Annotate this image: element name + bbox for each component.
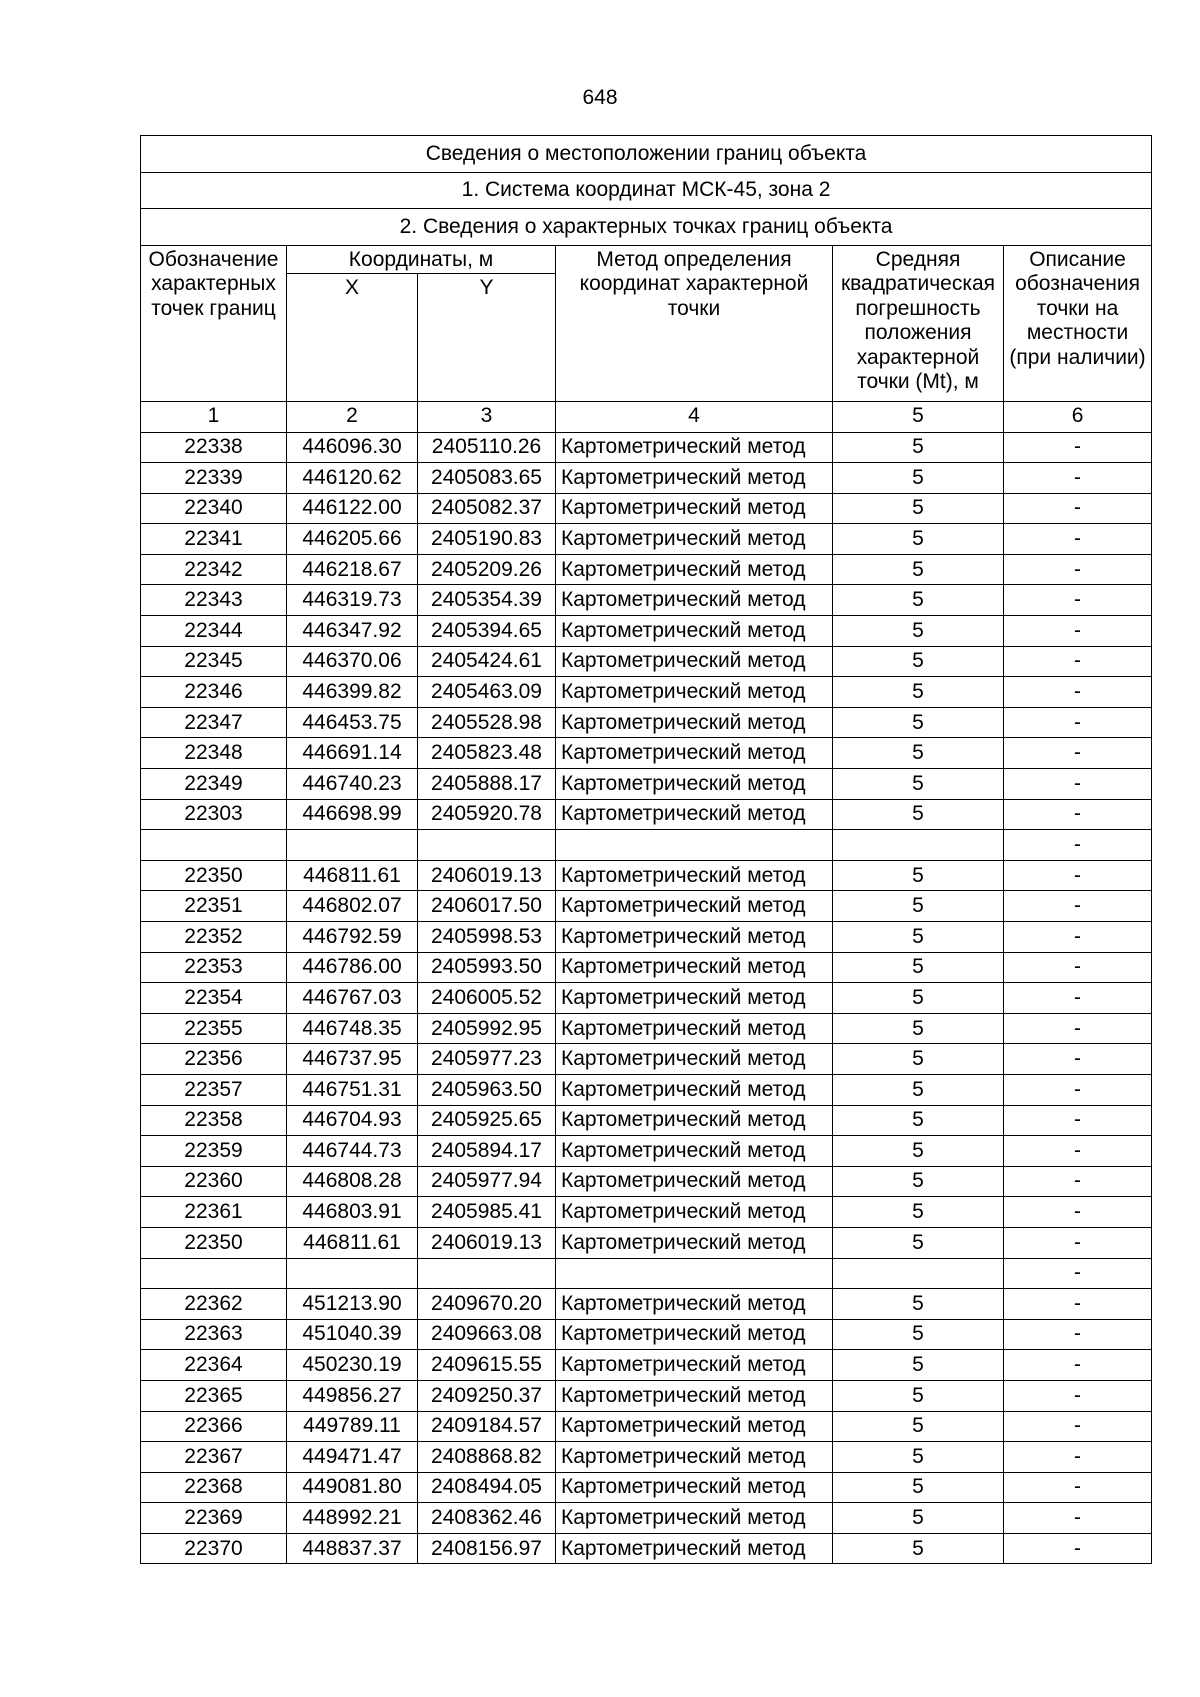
error-cell: 5	[833, 983, 1004, 1014]
table-row	[141, 493, 1152, 524]
table-row	[141, 1380, 1152, 1411]
header-row	[141, 245, 1152, 273]
description-cell: -	[1004, 1380, 1152, 1411]
y-coordinate-cell: 2405082.37	[418, 493, 556, 524]
point-id-cell: 22351	[141, 891, 287, 922]
x-coordinate-cell: 446205.66	[287, 524, 418, 555]
point-id-cell: 22348	[141, 738, 287, 769]
table-row	[141, 1074, 1152, 1105]
point-id-cell: 22349	[141, 769, 287, 800]
table-row	[141, 983, 1152, 1014]
header-description: Описание обозначения точки на местности (при наличии)	[1004, 245, 1152, 401]
x-coordinate-cell: 449081.80	[287, 1472, 418, 1503]
y-coordinate-cell: 2408362.46	[418, 1503, 556, 1534]
method-cell: Картометрический метод	[556, 1350, 833, 1381]
method-cell: Картометрический метод	[556, 616, 833, 647]
description-cell: -	[1004, 616, 1152, 647]
x-coordinate-cell: 446120.62	[287, 463, 418, 494]
x-coordinate-cell: 451040.39	[287, 1319, 418, 1350]
x-coordinate-cell: 448992.21	[287, 1503, 418, 1534]
x-coordinate-cell: 449856.27	[287, 1380, 418, 1411]
y-coordinate-cell: 2405394.65	[418, 616, 556, 647]
method-cell: Картометрический метод	[556, 1442, 833, 1473]
method-cell: Картометрический метод	[556, 677, 833, 708]
table-row	[141, 554, 1152, 585]
method-cell: Картометрический метод	[556, 585, 833, 616]
table-row	[141, 432, 1152, 463]
x-coordinate-cell	[287, 830, 418, 861]
header-coordinates: Координаты, м	[287, 245, 556, 273]
point-id-cell: 22346	[141, 677, 287, 708]
method-cell: Картометрический метод	[556, 1533, 833, 1564]
y-coordinate-cell: 2405888.17	[418, 769, 556, 800]
header-point: Обозначение характерных точек границ	[141, 245, 287, 401]
x-coordinate-cell: 449471.47	[287, 1442, 418, 1473]
table-title: Сведения о местоположении границ объекта	[141, 136, 1152, 173]
x-coordinate-cell	[287, 1258, 418, 1289]
point-id-cell: 22368	[141, 1472, 287, 1503]
description-cell: -	[1004, 1013, 1152, 1044]
method-cell: Картометрический метод	[556, 799, 833, 830]
column-number: 5	[833, 401, 1004, 432]
error-cell: 5	[833, 1044, 1004, 1075]
method-cell	[556, 1258, 833, 1289]
description-cell: -	[1004, 1197, 1152, 1228]
point-id-cell: 22363	[141, 1319, 287, 1350]
coordinate-system: 1. Система координат МСК-45, зона 2	[141, 172, 1152, 209]
description-cell: -	[1004, 952, 1152, 983]
table-row	[141, 1197, 1152, 1228]
description-cell: -	[1004, 922, 1152, 953]
table-row	[141, 646, 1152, 677]
y-coordinate-cell: 2405110.26	[418, 432, 556, 463]
table-row	[141, 1105, 1152, 1136]
y-coordinate-cell: 2408494.05	[418, 1472, 556, 1503]
method-cell: Картометрический метод	[556, 1380, 833, 1411]
x-coordinate-cell: 446319.73	[287, 585, 418, 616]
point-id-cell	[141, 1258, 287, 1289]
point-id-cell: 22352	[141, 922, 287, 953]
table-row	[141, 1442, 1152, 1473]
y-coordinate-cell: 2405894.17	[418, 1136, 556, 1167]
error-cell: 5	[833, 922, 1004, 953]
y-coordinate-cell: 2405463.09	[418, 677, 556, 708]
y-coordinate-cell	[418, 830, 556, 861]
error-cell: 5	[833, 1105, 1004, 1136]
error-cell: 5	[833, 1503, 1004, 1534]
point-id-cell: 22360	[141, 1166, 287, 1197]
error-cell: 5	[833, 524, 1004, 555]
y-coordinate-cell: 2406005.52	[418, 983, 556, 1014]
method-cell: Картометрический метод	[556, 646, 833, 677]
point-id-cell: 22355	[141, 1013, 287, 1044]
boundary-points-table	[140, 135, 1152, 1564]
y-coordinate-cell: 2405528.98	[418, 707, 556, 738]
table-row	[141, 860, 1152, 891]
point-id-cell: 22362	[141, 1289, 287, 1320]
point-id-cell: 22343	[141, 585, 287, 616]
x-coordinate-cell: 446748.35	[287, 1013, 418, 1044]
point-id-cell: 22342	[141, 554, 287, 585]
y-coordinate-cell: 2406017.50	[418, 891, 556, 922]
y-coordinate-cell: 2405190.83	[418, 524, 556, 555]
x-coordinate-cell: 446122.00	[287, 493, 418, 524]
column-number: 2	[287, 401, 418, 432]
error-cell: 5	[833, 769, 1004, 800]
point-id-cell: 22359	[141, 1136, 287, 1167]
point-id-cell: 22357	[141, 1074, 287, 1105]
x-coordinate-cell: 446808.28	[287, 1166, 418, 1197]
column-number: 6	[1004, 401, 1152, 432]
x-coordinate-cell: 446811.61	[287, 860, 418, 891]
page-number: 648	[582, 86, 618, 109]
error-cell: 5	[833, 1380, 1004, 1411]
description-cell: -	[1004, 1166, 1152, 1197]
method-cell: Картометрический метод	[556, 554, 833, 585]
header-y: Y	[418, 273, 556, 401]
error-cell: 5	[833, 1411, 1004, 1442]
y-coordinate-cell: 2406019.13	[418, 860, 556, 891]
coordinate-system-row	[141, 172, 1152, 209]
table-row	[141, 1533, 1152, 1564]
y-coordinate-cell: 2409250.37	[418, 1380, 556, 1411]
error-cell: 5	[833, 1319, 1004, 1350]
error-cell: 5	[833, 1472, 1004, 1503]
header-error: Средняя квадратическая погрешность положения характерной точки (Mt), м	[833, 245, 1004, 401]
method-cell: Картометрический метод	[556, 1289, 833, 1320]
x-coordinate-cell: 446786.00	[287, 952, 418, 983]
point-id-cell: 22341	[141, 524, 287, 555]
error-cell: 5	[833, 1227, 1004, 1258]
table-row	[141, 1013, 1152, 1044]
y-coordinate-cell: 2409670.20	[418, 1289, 556, 1320]
method-cell: Картометрический метод	[556, 1074, 833, 1105]
y-coordinate-cell: 2405992.95	[418, 1013, 556, 1044]
y-coordinate-cell: 2405209.26	[418, 554, 556, 585]
error-cell: 5	[833, 1350, 1004, 1381]
method-cell: Картометрический метод	[556, 860, 833, 891]
y-coordinate-cell: 2405977.94	[418, 1166, 556, 1197]
error-cell: 5	[833, 952, 1004, 983]
error-cell: 5	[833, 860, 1004, 891]
method-cell: Картометрический метод	[556, 1503, 833, 1534]
x-coordinate-cell: 446691.14	[287, 738, 418, 769]
x-coordinate-cell: 446811.61	[287, 1227, 418, 1258]
description-cell: -	[1004, 677, 1152, 708]
y-coordinate-cell: 2405920.78	[418, 799, 556, 830]
method-cell: Картометрический метод	[556, 1472, 833, 1503]
error-cell	[833, 830, 1004, 861]
description-cell: -	[1004, 1350, 1152, 1381]
error-cell: 5	[833, 616, 1004, 647]
table-row	[141, 707, 1152, 738]
y-coordinate-cell: 2405963.50	[418, 1074, 556, 1105]
point-id-cell: 22340	[141, 493, 287, 524]
x-coordinate-cell: 446370.06	[287, 646, 418, 677]
description-cell: -	[1004, 1319, 1152, 1350]
table-row	[141, 1258, 1152, 1289]
x-coordinate-cell: 446744.73	[287, 1136, 418, 1167]
description-cell: -	[1004, 432, 1152, 463]
point-id-cell: 22364	[141, 1350, 287, 1381]
description-cell: -	[1004, 769, 1152, 800]
description-cell: -	[1004, 463, 1152, 494]
description-cell: -	[1004, 1411, 1152, 1442]
table-row	[141, 799, 1152, 830]
error-cell: 5	[833, 1289, 1004, 1320]
method-cell: Картометрический метод	[556, 493, 833, 524]
table-row	[141, 891, 1152, 922]
error-cell: 5	[833, 707, 1004, 738]
method-cell: Картометрический метод	[556, 922, 833, 953]
table-row	[141, 463, 1152, 494]
description-cell: -	[1004, 1227, 1152, 1258]
point-id-cell: 22339	[141, 463, 287, 494]
description-cell: -	[1004, 1503, 1152, 1534]
method-cell: Картометрический метод	[556, 1105, 833, 1136]
x-coordinate-cell: 446698.99	[287, 799, 418, 830]
y-coordinate-cell: 2405823.48	[418, 738, 556, 769]
x-coordinate-cell: 446803.91	[287, 1197, 418, 1228]
description-cell: -	[1004, 1442, 1152, 1473]
point-id-cell: 22345	[141, 646, 287, 677]
description-cell: -	[1004, 707, 1152, 738]
y-coordinate-cell: 2406019.13	[418, 1227, 556, 1258]
description-cell: -	[1004, 860, 1152, 891]
error-cell: 5	[833, 585, 1004, 616]
x-coordinate-cell: 449789.11	[287, 1411, 418, 1442]
method-cell: Картометрический метод	[556, 1166, 833, 1197]
x-coordinate-cell: 446751.31	[287, 1074, 418, 1105]
description-cell: -	[1004, 1258, 1152, 1289]
point-id-cell: 22370	[141, 1533, 287, 1564]
error-cell: 5	[833, 463, 1004, 494]
x-coordinate-cell: 446347.92	[287, 616, 418, 647]
error-cell	[833, 1258, 1004, 1289]
method-cell: Картометрический метод	[556, 983, 833, 1014]
table-row	[141, 1289, 1152, 1320]
method-cell: Картометрический метод	[556, 1136, 833, 1167]
method-cell: Картометрический метод	[556, 891, 833, 922]
error-cell: 5	[833, 799, 1004, 830]
table-row	[141, 677, 1152, 708]
error-cell: 5	[833, 646, 1004, 677]
description-cell: -	[1004, 891, 1152, 922]
error-cell: 5	[833, 1013, 1004, 1044]
y-coordinate-cell: 2405925.65	[418, 1105, 556, 1136]
method-cell: Картометрический метод	[556, 738, 833, 769]
point-id-cell	[141, 830, 287, 861]
x-coordinate-cell: 446704.93	[287, 1105, 418, 1136]
description-cell: -	[1004, 1533, 1152, 1564]
description-cell: -	[1004, 1136, 1152, 1167]
point-id-cell: 22344	[141, 616, 287, 647]
y-coordinate-cell: 2405424.61	[418, 646, 556, 677]
description-cell: -	[1004, 493, 1152, 524]
method-cell: Картометрический метод	[556, 1013, 833, 1044]
y-coordinate-cell: 2405993.50	[418, 952, 556, 983]
table-row	[141, 1472, 1152, 1503]
table-row	[141, 616, 1152, 647]
point-id-cell: 22361	[141, 1197, 287, 1228]
point-id-cell: 22347	[141, 707, 287, 738]
table-row	[141, 524, 1152, 555]
x-coordinate-cell: 446399.82	[287, 677, 418, 708]
x-coordinate-cell: 446737.95	[287, 1044, 418, 1075]
error-cell: 5	[833, 1197, 1004, 1228]
y-coordinate-cell: 2405985.41	[418, 1197, 556, 1228]
table-row	[141, 769, 1152, 800]
point-id-cell: 22358	[141, 1105, 287, 1136]
header-x: X	[287, 273, 418, 401]
method-cell: Картометрический метод	[556, 463, 833, 494]
point-id-cell: 22356	[141, 1044, 287, 1075]
point-id-cell: 22367	[141, 1442, 287, 1473]
x-coordinate-cell: 446767.03	[287, 983, 418, 1014]
method-cell: Картометрический метод	[556, 1411, 833, 1442]
error-cell: 5	[833, 1074, 1004, 1105]
table-title-row	[141, 136, 1152, 173]
point-id-cell: 22353	[141, 952, 287, 983]
x-coordinate-cell: 446096.30	[287, 432, 418, 463]
error-cell: 5	[833, 1533, 1004, 1564]
y-coordinate-cell: 2409615.55	[418, 1350, 556, 1381]
description-cell: -	[1004, 524, 1152, 555]
table-row	[141, 1411, 1152, 1442]
table-row	[141, 952, 1152, 983]
point-id-cell: 22354	[141, 983, 287, 1014]
table-row	[141, 1136, 1152, 1167]
description-cell: -	[1004, 1289, 1152, 1320]
y-coordinate-cell: 2405998.53	[418, 922, 556, 953]
point-id-cell: 22369	[141, 1503, 287, 1534]
y-coordinate-cell: 2405977.23	[418, 1044, 556, 1075]
y-coordinate-cell	[418, 1258, 556, 1289]
table-row	[141, 1350, 1152, 1381]
description-cell: -	[1004, 738, 1152, 769]
method-cell: Картометрический метод	[556, 432, 833, 463]
point-id-cell: 22350	[141, 1227, 287, 1258]
y-coordinate-cell: 2408868.82	[418, 1442, 556, 1473]
points-section-title: 2. Сведения о характерных точках границ объекта	[141, 209, 1152, 246]
description-cell: -	[1004, 1105, 1152, 1136]
x-coordinate-cell: 446792.59	[287, 922, 418, 953]
method-cell: Картометрический метод	[556, 524, 833, 555]
point-id-cell: 22350	[141, 860, 287, 891]
table-row	[141, 1044, 1152, 1075]
method-cell	[556, 830, 833, 861]
description-cell: -	[1004, 585, 1152, 616]
y-coordinate-cell: 2409663.08	[418, 1319, 556, 1350]
error-cell: 5	[833, 1166, 1004, 1197]
method-cell: Картометрический метод	[556, 1227, 833, 1258]
error-cell: 5	[833, 891, 1004, 922]
x-coordinate-cell: 446218.67	[287, 554, 418, 585]
description-cell: -	[1004, 646, 1152, 677]
method-cell: Картометрический метод	[556, 1197, 833, 1228]
y-coordinate-cell: 2405354.39	[418, 585, 556, 616]
point-id-cell: 22303	[141, 799, 287, 830]
description-cell: -	[1004, 1074, 1152, 1105]
column-numbers-row	[141, 401, 1152, 432]
table-row	[141, 1503, 1152, 1534]
table-row	[141, 830, 1152, 861]
x-coordinate-cell: 446740.23	[287, 769, 418, 800]
point-id-cell: 22366	[141, 1411, 287, 1442]
x-coordinate-cell: 451213.90	[287, 1289, 418, 1320]
y-coordinate-cell: 2408156.97	[418, 1533, 556, 1564]
method-cell: Картометрический метод	[556, 707, 833, 738]
column-number: 3	[418, 401, 556, 432]
header-method: Метод определения координат характерной точки	[556, 245, 833, 401]
table-row	[141, 1227, 1152, 1258]
table-row	[141, 585, 1152, 616]
method-cell: Картометрический метод	[556, 952, 833, 983]
table-row	[141, 922, 1152, 953]
description-cell: -	[1004, 830, 1152, 861]
method-cell: Картометрический метод	[556, 1044, 833, 1075]
error-cell: 5	[833, 554, 1004, 585]
table-row	[141, 1319, 1152, 1350]
table-row	[141, 1166, 1152, 1197]
y-coordinate-cell: 2409184.57	[418, 1411, 556, 1442]
x-coordinate-cell: 446802.07	[287, 891, 418, 922]
error-cell: 5	[833, 1442, 1004, 1473]
column-number: 1	[141, 401, 287, 432]
description-cell: -	[1004, 1472, 1152, 1503]
column-number: 4	[556, 401, 833, 432]
description-cell: -	[1004, 799, 1152, 830]
description-cell: -	[1004, 983, 1152, 1014]
description-cell: -	[1004, 1044, 1152, 1075]
error-cell: 5	[833, 432, 1004, 463]
points-section-row	[141, 209, 1152, 246]
error-cell: 5	[833, 1136, 1004, 1167]
x-coordinate-cell: 446453.75	[287, 707, 418, 738]
point-id-cell: 22338	[141, 432, 287, 463]
method-cell: Картометрический метод	[556, 769, 833, 800]
error-cell: 5	[833, 677, 1004, 708]
x-coordinate-cell: 448837.37	[287, 1533, 418, 1564]
method-cell: Картометрический метод	[556, 1319, 833, 1350]
point-id-cell: 22365	[141, 1380, 287, 1411]
error-cell: 5	[833, 493, 1004, 524]
table-row	[141, 738, 1152, 769]
x-coordinate-cell: 450230.19	[287, 1350, 418, 1381]
error-cell: 5	[833, 738, 1004, 769]
y-coordinate-cell: 2405083.65	[418, 463, 556, 494]
description-cell: -	[1004, 554, 1152, 585]
